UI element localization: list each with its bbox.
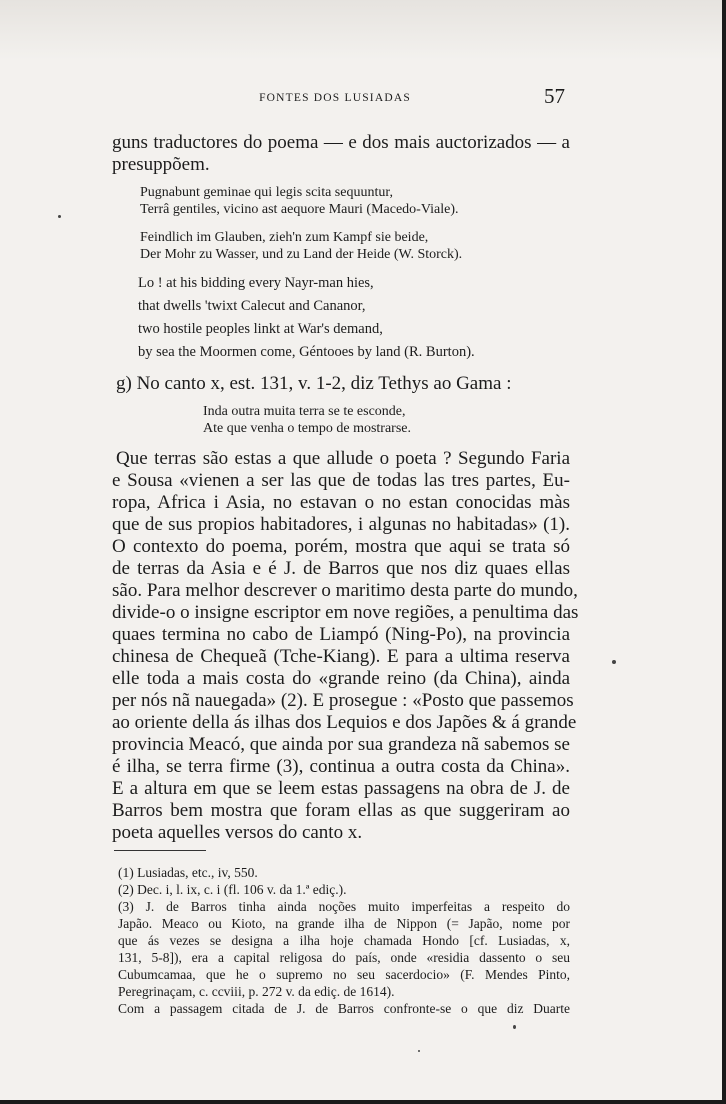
paper-speck (418, 1050, 420, 1052)
footnote-rule (114, 850, 206, 851)
footnote-line: 131, 5-8]), era a capital religosa do país, onde «residia dassento o seu (118, 950, 570, 965)
quote-latin-line: Pugnabunt geminae qui legis scita sequuntur, (140, 185, 393, 200)
paper-speck (58, 215, 61, 218)
paragraph-line: de terras da Asia e é J. de Barros que nos diz quaes ellas (112, 558, 570, 579)
paragraph-line: E a altura em que se leem estas passagens na obra de J. de (112, 778, 570, 799)
quote-german-line: Feindlich im Glauben, zieh'n zum Kampf sie beide, (140, 230, 429, 245)
quote-latin-line: Terrâ gentiles, vicino ast aequore Mauri (Macedo-Viale). (140, 202, 459, 217)
footnote-line: Japão. Meaco ou Kioto, na grande ilha de Nippon (= Japão, nome por (118, 916, 570, 931)
paragraph-line: ropa, Africa i Asia, no estavan o no estan conocidas màs (112, 492, 570, 513)
quote-portuguese-line: Inda outra muita terra se te esconde, (203, 404, 406, 419)
quote-english-line: that dwells 'twixt Calecut and Cananor, (138, 298, 366, 314)
quote-english-line: by sea the Moormen come, Géntooes by land (R. Burton). (138, 344, 475, 360)
paragraph-line: O contexto do poema, porém, mostra que aqui se trata só (112, 536, 570, 557)
quote-portuguese-line: Ate que venha o tempo de mostrarse. (203, 421, 411, 436)
paragraph-line: provincia Meacó, que ainda por sua grandeza nã sabemos se (112, 734, 570, 755)
paragraph-line: é ilha, se terra firme (3), continua a outra costa da China». (112, 756, 570, 777)
paper-speck (513, 1025, 516, 1029)
quote-english-line: Lo ! at his bidding every Nayr-man hies, (138, 275, 374, 291)
footnote-line: Com a passagem citada de J. de Barros confronte-se o que diz Duarte (118, 1001, 570, 1016)
paragraph-line: são. Para melhor descrever o maritimo desta parte do mundo, (112, 580, 578, 601)
paragraph-line: divide-o o insigne escriptor em nove regiões, a penultima das (112, 602, 579, 623)
paragraph-line: e Sousa «vienen a ser las que de todas las tres partes, Eu- (112, 470, 570, 491)
page-number: 57 (544, 84, 565, 108)
page-top-shading (0, 0, 722, 60)
paragraph-line: per nós nã nauegada» (2). E prosegue : «Posto que passemos (112, 690, 574, 711)
paragraph-line: que de sus propios habitadores, i algunas no habitadas» (1). (112, 514, 570, 535)
body-line: guns traductores do poema — e dos mais auctorizados — a (112, 132, 570, 153)
footnote-line: Peregrinaçam, c. ccviii, p. 272 v. da ediç. de 1614). (118, 984, 395, 999)
footnote-line: (2) Dec. i, l. ix, c. i (fl. 106 v. da 1.ª ediç.). (118, 882, 347, 897)
paragraph-line: chinesa de Chequeã (Tche-Kiang). E para a ultima reserva (112, 646, 570, 667)
footnote-line: (3) J. de Barros tinha ainda noções muito imperfeitas a respeito do (118, 899, 570, 914)
paragraph-line: quaes termina no cabo de Liampó (Ning-Po), na provincia (112, 624, 570, 645)
quote-english-line: two hostile peoples linkt at War's demand, (138, 321, 383, 337)
quote-german-line: Der Mohr zu Wasser, und zu Land der Heide (W. Storck). (140, 247, 463, 262)
paragraph-line: ao oriente della ás ilhas dos Lequios e dos Japões & á grande (112, 712, 577, 733)
footnote-line: (1) Lusiadas, etc., iv, 550. (118, 865, 258, 880)
paper-speck (612, 660, 616, 664)
paragraph-line: poeta aquelles versos do canto x. (112, 822, 363, 843)
footnote-line: Cubumcamaa, que he o supremo no seu sacerdocio» (F. Mendes Pinto, (118, 967, 570, 982)
body-line: presuppõem. (112, 154, 210, 175)
paragraph-line: elle toda a mais costa do «grande reino (da China), ainda (112, 668, 570, 689)
paragraph-line: Que terras são estas a que allude o poeta ? Segundo Faria (116, 448, 570, 469)
paragraph-line: Barros bem mostra que foram ellas as que suggeriram ao (112, 800, 570, 821)
footnote-line: que ás vezes se designa a ilha hoje chamada Hondo [cf. Lusiadas, x, (118, 933, 570, 948)
running-title: FONTES DOS LUSIADAS (259, 92, 411, 104)
section-heading-g: g) No canto x, est. 131, v. 1-2, diz Tethys ao Gama : (116, 373, 512, 394)
